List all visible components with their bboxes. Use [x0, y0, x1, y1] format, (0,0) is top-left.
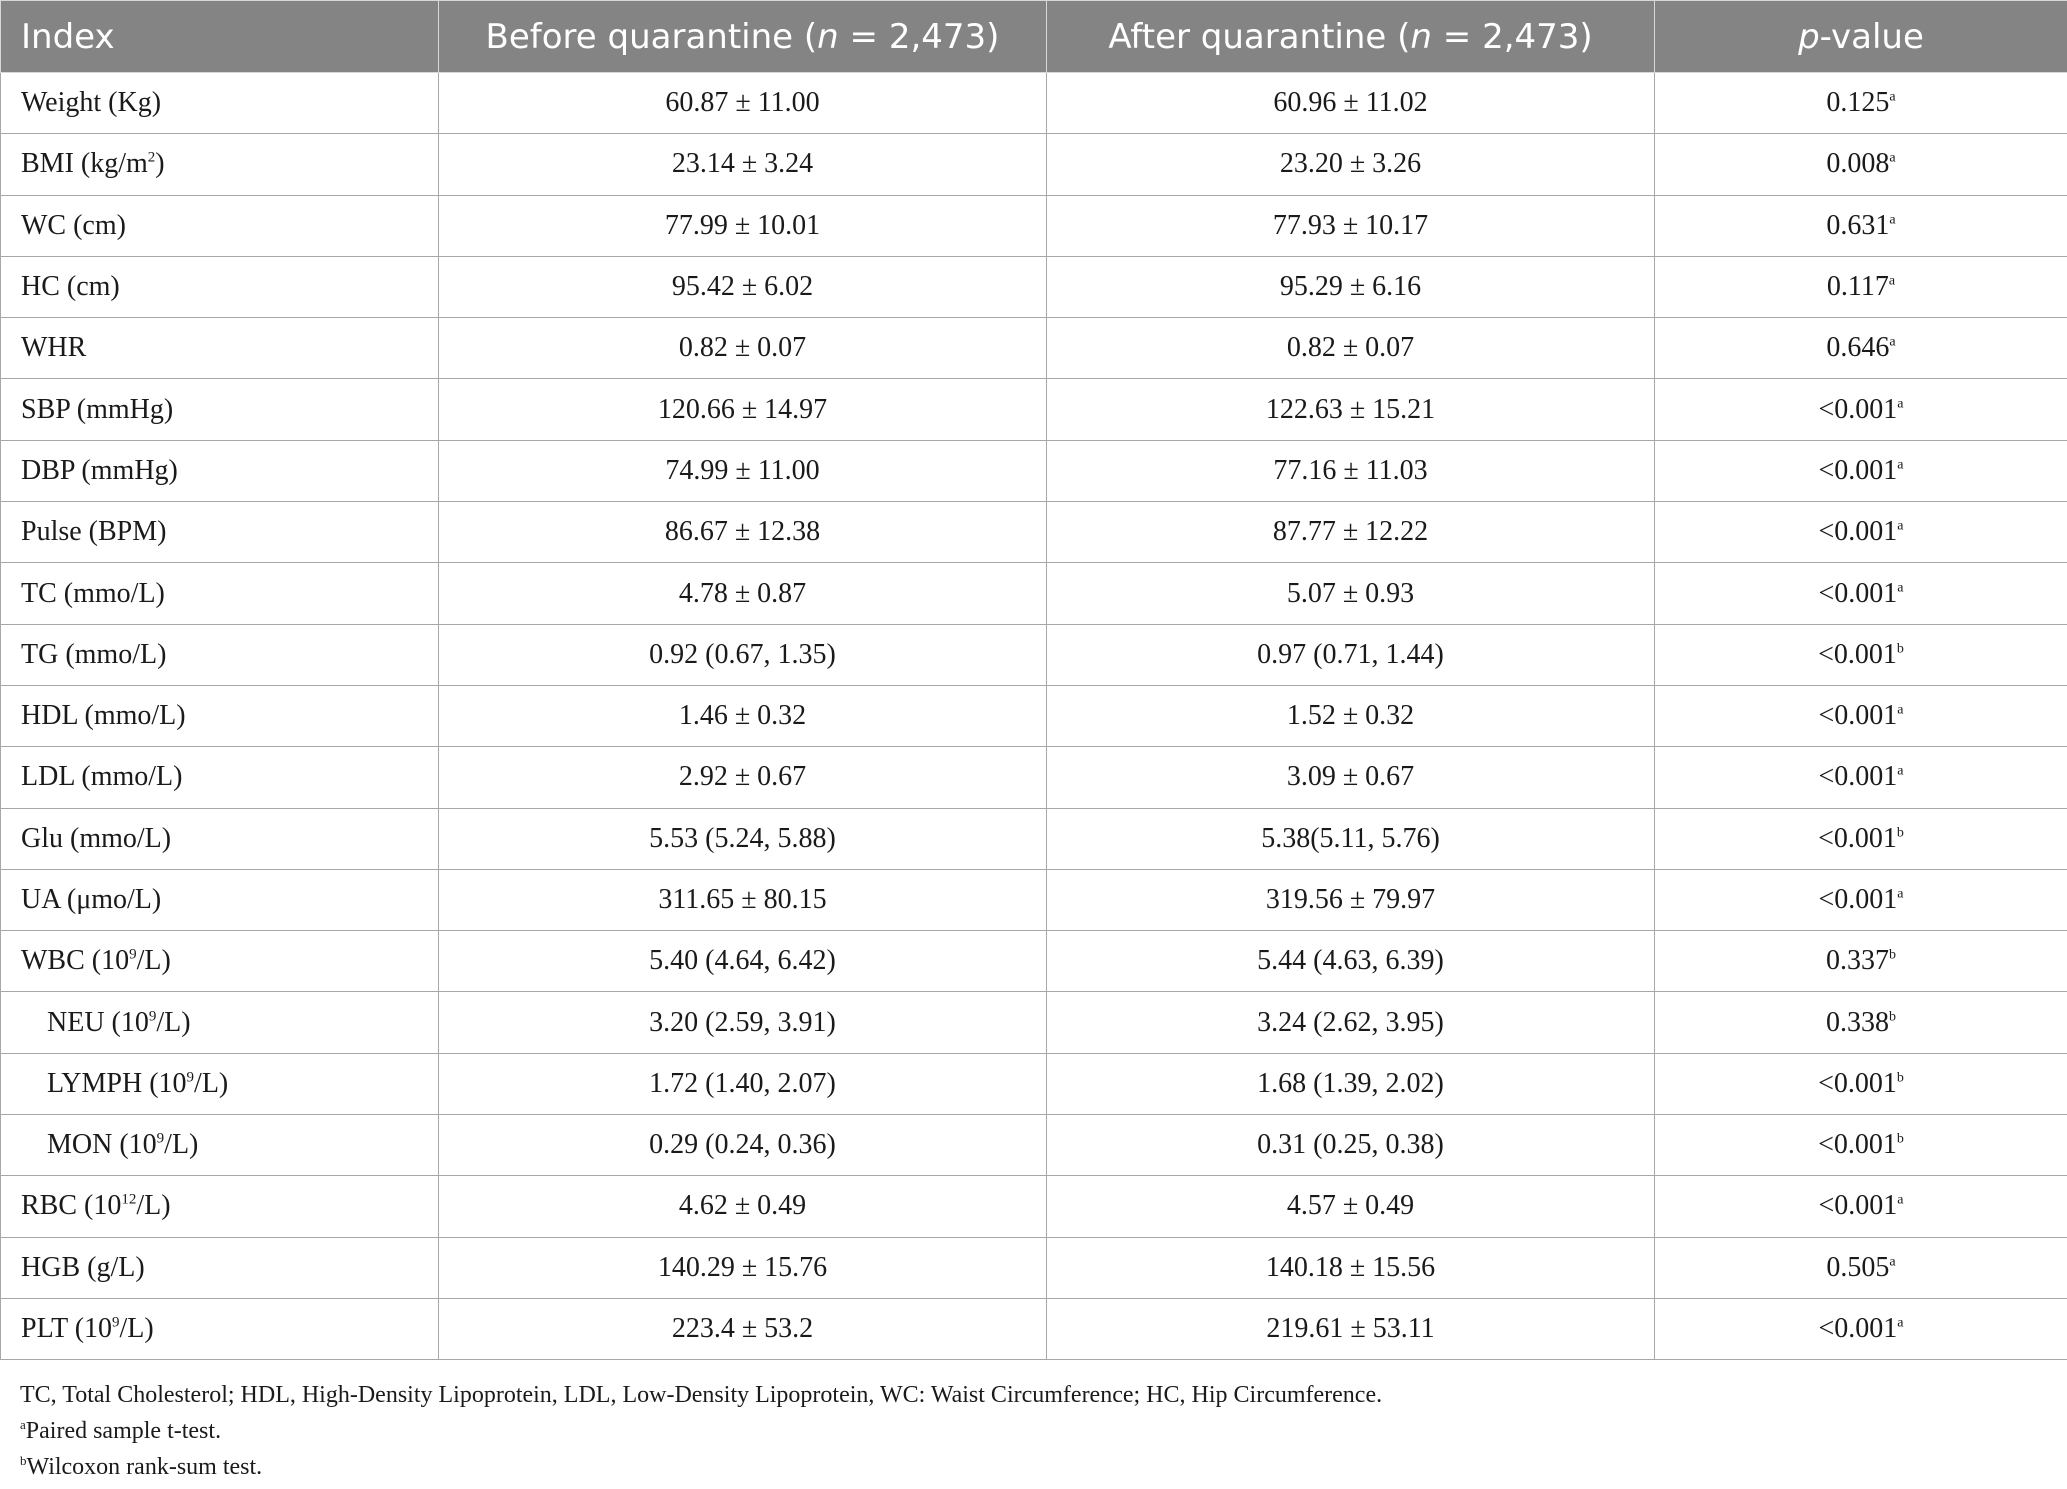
test-marker: a [1889, 212, 1896, 228]
table-row [1, 747, 2067, 808]
test-marker: a [1897, 518, 1904, 534]
p-value: 0.125$^a$ [1655, 73, 2067, 134]
before-value: 2.92 ± 0.67 [439, 747, 1047, 808]
table-row [1, 1237, 2067, 1298]
before-value: 223.4 ± 53.2 [439, 1298, 1047, 1359]
after-value: 0.82 ± 0.07 [1047, 318, 1655, 379]
test-marker: b [1889, 947, 1896, 963]
table-body [1, 73, 2067, 1360]
test-marker: a [1897, 886, 1904, 902]
test-marker: b [1896, 1070, 1904, 1086]
p-value: 0.008$^a$ [1655, 134, 2067, 195]
p-value: <0.001$^a$ [1655, 379, 2067, 440]
after-value: 95.29 ± 6.16 [1047, 256, 1655, 317]
row-index-label: Pulse (BPM) [1, 502, 439, 563]
table-row [1, 1176, 2067, 1237]
before-value: 4.62 ± 0.49 [439, 1176, 1047, 1237]
after-value: 1.52 ± 0.32 [1047, 685, 1655, 746]
p-value: <0.001$^a$ [1655, 685, 2067, 746]
before-value: 5.53 (5.24, 5.88) [439, 808, 1047, 869]
row-index-label: PLT $(10^9/L)$ [1, 1298, 439, 1359]
p-value: <0.001$^a$ [1655, 747, 2067, 808]
table-row [1, 502, 2067, 563]
test-marker: b [1896, 1131, 1904, 1147]
after-value: 77.16 ± 11.03 [1047, 440, 1655, 501]
table-row [1, 195, 2067, 256]
before-value: 95.42 ± 6.02 [439, 256, 1047, 317]
before-value: 4.78 ± 0.87 [439, 563, 1047, 624]
before-value: 140.29 ± 15.76 [439, 1237, 1047, 1298]
after-value: 0.97 (0.71, 1.44) [1047, 624, 1655, 685]
after-value: 122.63 ± 15.21 [1047, 379, 1655, 440]
row-index-label: BMI $(kg/m^2)$ [1, 134, 439, 195]
test-marker: a [1889, 151, 1896, 167]
before-value: 311.65 ± 80.15 [439, 869, 1047, 930]
row-index-label: LDL (mmo/L) [1, 747, 439, 808]
test-marker: a [1897, 1315, 1904, 1331]
before-value: 74.99 ± 11.00 [439, 440, 1047, 501]
before-value: 0.29 (0.24, 0.36) [439, 1115, 1047, 1176]
after-value: 3.24 (2.62, 3.95) [1047, 992, 1655, 1053]
p-value: <0.001$^a$ [1655, 869, 2067, 930]
row-index-label: UA (μmo/L) [1, 869, 439, 930]
row-index-label: WC (cm) [1, 195, 439, 256]
p-value: 0.337$^b$ [1655, 931, 2067, 992]
p-value: <0.001$^a$ [1655, 440, 2067, 501]
table-row [1, 256, 2067, 317]
test-marker: b [1896, 641, 1904, 657]
before-value: 77.99 ± 10.01 [439, 195, 1047, 256]
row-index-label: TC (mmo/L) [1, 563, 439, 624]
p-value: 0.646$^a$ [1655, 318, 2067, 379]
test-marker: a [1897, 580, 1904, 596]
after-value: 140.18 ± 15.56 [1047, 1237, 1655, 1298]
table-row [1, 563, 2067, 624]
table-row [1, 379, 2067, 440]
header-index: Index [1, 1, 439, 73]
after-value: 1.68 (1.39, 2.02) [1047, 1053, 1655, 1114]
p-value: <0.001$^a$ [1655, 502, 2067, 563]
row-index-label: Glu (mmo/L) [1, 808, 439, 869]
row-index-label: WBC $(10^9/L)$ [1, 931, 439, 992]
after-value: 87.77 ± 12.22 [1047, 502, 1655, 563]
p-value: 0.338$^b$ [1655, 992, 2067, 1053]
p-value: 0.631$^a$ [1655, 195, 2067, 256]
after-value: 0.31 (0.25, 0.38) [1047, 1115, 1655, 1176]
table-row [1, 931, 2067, 992]
footnote-b: $^b$Wilcoxon rank-sum test. [20, 1453, 263, 1480]
test-marker: b [1889, 1009, 1896, 1025]
p-value: <0.001$^b$ [1655, 624, 2067, 685]
after-value: 4.57 ± 0.49 [1047, 1176, 1655, 1237]
before-value: 3.20 (2.59, 3.91) [439, 992, 1047, 1053]
row-index-label: WHR [1, 318, 439, 379]
table-row [1, 1115, 2067, 1176]
table-row [1, 992, 2067, 1053]
after-value: 60.96 ± 11.02 [1047, 73, 1655, 134]
after-value: 219.61 ± 53.11 [1047, 1298, 1655, 1359]
row-index-label: HDL (mmo/L) [1, 685, 439, 746]
p-value: 0.505$^a$ [1655, 1237, 2067, 1298]
table-row [1, 440, 2067, 501]
table-row [1, 318, 2067, 379]
test-marker: a [1889, 89, 1896, 105]
header-p-value: p-value [1655, 1, 2067, 73]
row-index-label: DBP (mmHg) [1, 440, 439, 501]
test-marker: a [1897, 764, 1904, 780]
test-marker: a [1897, 457, 1904, 473]
before-value: 23.14 ± 3.24 [439, 134, 1047, 195]
row-index-label: TG (mmo/L) [1, 624, 439, 685]
before-value: 1.46 ± 0.32 [439, 685, 1047, 746]
before-value: 1.72 (1.40, 2.07) [439, 1053, 1047, 1114]
before-value: 5.40 (4.64, 6.42) [439, 931, 1047, 992]
test-marker: b [1896, 825, 1904, 841]
table-row [1, 685, 2067, 746]
test-marker: a [1889, 1254, 1896, 1270]
footnote-a: $^a$Paired sample t-test. [20, 1417, 222, 1444]
test-marker: a [1897, 702, 1904, 718]
after-value: 5.44 (4.63, 6.39) [1047, 931, 1655, 992]
after-value: 3.09 ± 0.67 [1047, 747, 1655, 808]
test-marker: a [1888, 273, 1896, 289]
row-index-label: NEU $(10^9/L)$ [1, 992, 439, 1053]
after-value: 319.56 ± 79.97 [1047, 869, 1655, 930]
table-footnotes [20, 1377, 1382, 1485]
before-value: 0.82 ± 0.07 [439, 318, 1047, 379]
after-value: 23.20 ± 3.26 [1047, 134, 1655, 195]
table-row [1, 134, 2067, 195]
row-index-label: MON $(10^9/L)$ [1, 1115, 439, 1176]
row-index-label: HC (cm) [1, 256, 439, 317]
table-row [1, 624, 2067, 685]
table-row [1, 808, 2067, 869]
test-marker: a [1897, 396, 1904, 412]
p-value: <0.001$^a$ [1655, 563, 2067, 624]
before-value: 60.87 ± 11.00 [439, 73, 1047, 134]
row-index-label: LYMPH $(10^9/L)$ [1, 1053, 439, 1114]
header-before: Before quarantine (n = 2,473) [439, 1, 1047, 73]
table-row [1, 869, 2067, 930]
before-value: 0.92 (0.67, 1.35) [439, 624, 1047, 685]
table-row [1, 1298, 2067, 1359]
p-value: <0.001$^b$ [1655, 1053, 2067, 1114]
after-value: 77.93 ± 10.17 [1047, 195, 1655, 256]
row-index-label: RBC $(10^{12}/L)$ [1, 1176, 439, 1237]
p-value: <0.001$^a$ [1655, 1176, 2067, 1237]
after-value: 5.38(5.11, 5.76) [1047, 808, 1655, 869]
before-value: 86.67 ± 12.38 [439, 502, 1047, 563]
table-row [1, 1053, 2067, 1114]
row-index-label: Weight (Kg) [1, 73, 439, 134]
p-value: <0.001$^a$ [1655, 1298, 2067, 1359]
test-marker: a [1889, 335, 1896, 350]
test-marker: a [1897, 1193, 1904, 1209]
after-value: 5.07 ± 0.93 [1047, 563, 1655, 624]
p-value: <0.001$^b$ [1655, 808, 2067, 869]
header-after: After quarantine (n = 2,473) [1047, 1, 1655, 73]
row-index-label: SBP (mmHg) [1, 379, 439, 440]
before-value: 120.66 ± 14.97 [439, 379, 1047, 440]
table-header-row [1, 1, 2067, 73]
table-row [1, 73, 2067, 134]
row-index-label: HGB (g/L) [1, 1237, 439, 1298]
p-value: <0.001$^b$ [1655, 1115, 2067, 1176]
p-value: 0.117$^a$ [1655, 256, 2067, 317]
abbreviation-note: TC, Total Cholesterol; HDL, High-Density Lipoprotein, LDL, Low-Density Lipoprotein, WC: Waist Circumference; HC, Hip Circumference. [20, 1382, 1383, 1408]
